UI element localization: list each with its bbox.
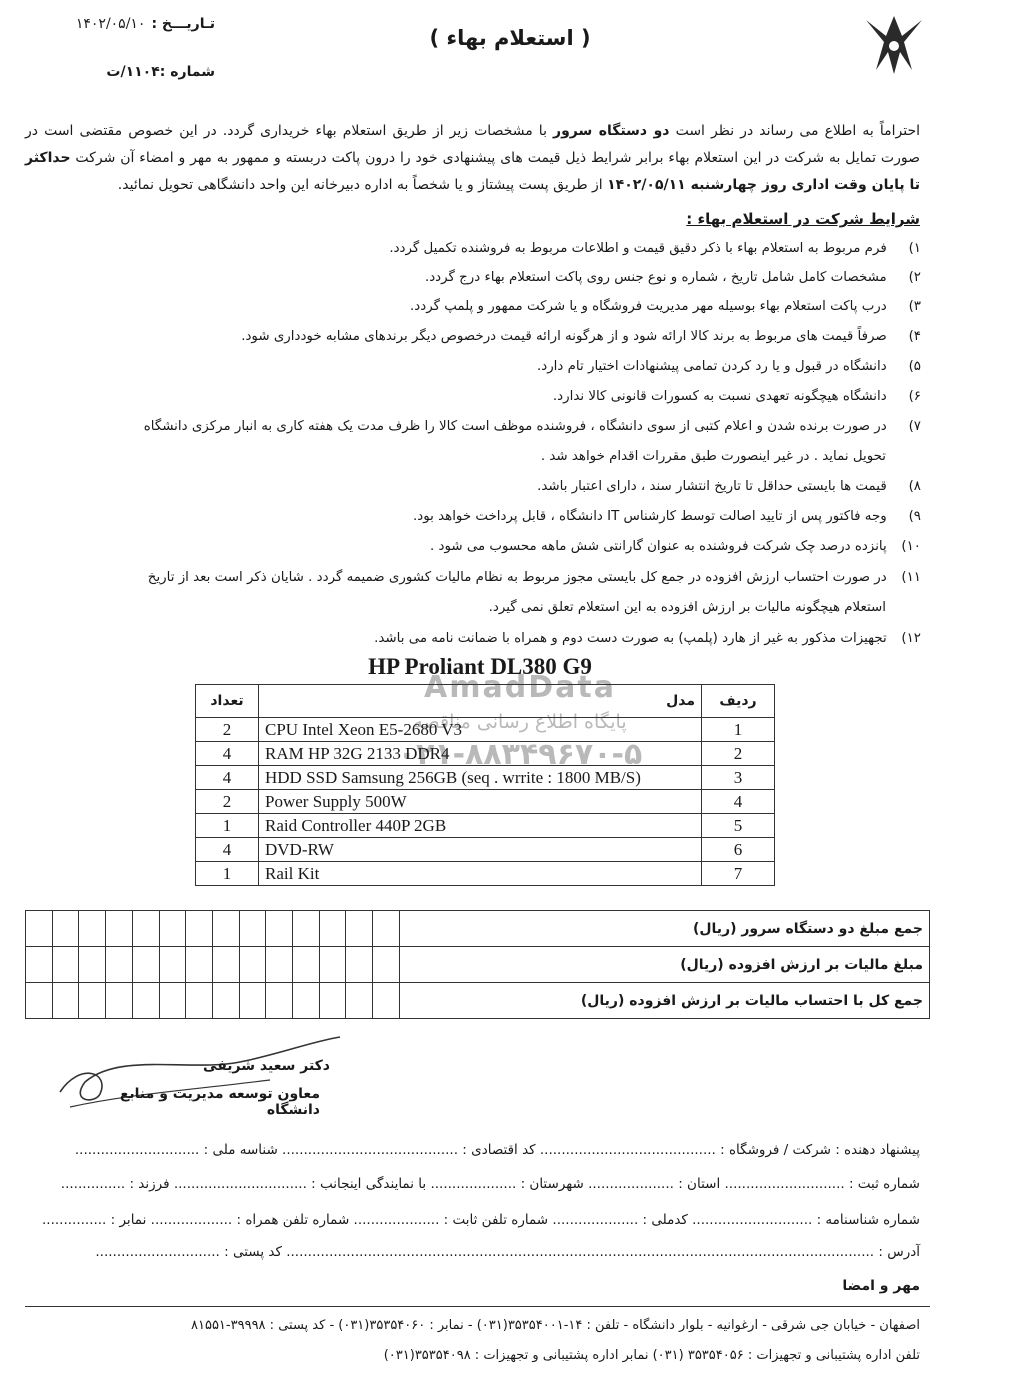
bidder-line-4: آدرس : ......................................................................................................................................... کد پستی : ............................. <box>95 1244 920 1260</box>
condition-item <box>71 384 921 410</box>
conditions-heading: شرایط شرکت در استعلام بهاء : <box>686 210 920 228</box>
signatory-title: معاون توسعه مدیریت و منابع دانشگاه <box>119 1086 320 1118</box>
table-row <box>196 766 775 790</box>
condition-text: در صورت احتساب ارزش افزوده در جمع کل بایستی مجوز مربوط به نظام مالیات کشوری ضمیمه گردد . شایان ذکر است بعد از تاریخ <box>147 570 887 585</box>
condition-item <box>71 414 921 440</box>
row-cell: 1 <box>702 718 775 742</box>
condition-text: درب پاکت استعلام بهاء بوسیله مهر مدیریت فروشگاه و یا شرکت ممهور و پلمپ گردد. <box>410 299 887 314</box>
condition-text: تجهیزات مذکور به غیر از هارد (پلمپ) به صورت دست دوم و همراه با ضمانت نامه می باشد. <box>374 631 887 646</box>
date-value: ۱۴۰۲/۰۵/۱۰ <box>75 16 146 32</box>
price-summary-table <box>25 910 930 1019</box>
condition-text: وجه فاکتور پس از تایید اصالت توسط کارشناس IT دانشگاه ، قابل پرداخت خواهد بود. <box>413 509 887 524</box>
row-cell: 5 <box>702 814 775 838</box>
table-row <box>196 838 775 862</box>
model-cell: DVD-RW <box>259 838 702 862</box>
condition-text: دانشگاه در قبول و یا رد کردن تمامی پیشنهادات اختیار تام دارد. <box>537 359 887 374</box>
intro-text-2: با مشخصات زیر از طریق استعلام بهاء خریداری گردد. در این خصوص مقتضی است در صورت تمایل به شرکت در این استعلام بهاء برابر شرایط ذیل قیمت های پیشنهادی خود را درون پاکت دربسته و ممهور به مهر و امضاء آن شرکت <box>25 123 920 166</box>
condition-number: ۷) <box>908 419 921 434</box>
model-cell: Raid Controller 440P 2GB <box>259 814 702 838</box>
intro-text-3: از طریق پست پیشتاز و یا شخصاً به اداره دبیرخانه این واحد دانشگاهی تحویل نمائید. <box>117 177 608 193</box>
condition-number: ۵) <box>908 359 921 374</box>
condition-text: قیمت ها بایستی حداقل تا تاریخ انتشار سند ، دارای اعتبار باشد. <box>537 479 887 494</box>
qty-cell: 4 <box>196 838 259 862</box>
condition-item <box>71 354 921 380</box>
equipment-table <box>195 684 775 886</box>
summary-row <box>26 947 930 983</box>
date-line <box>25 16 215 32</box>
model-cell: RAM HP 32G 2133 DDR4 <box>259 742 702 766</box>
condition-item <box>71 626 921 652</box>
condition-number: ۶) <box>908 389 921 404</box>
watermark-brand: AmadData <box>424 670 616 705</box>
university-logo-icon <box>858 12 930 78</box>
condition-text: صرفاً قیمت های مربوط به برند کالا ارائه شود و از هرگونه ارائه قیمت درخصوص دیگر برندهای مشابه خودداری شود. <box>241 329 887 344</box>
intro-bold-2: حداکثر تا پایان وقت اداری روز چهارشنبه ۱۴۰۲/۰۵/۱۱ <box>25 150 920 193</box>
condition-continuation: تحویل نماید . در غیر اینصورت طبق مقررات اقدام خواهد شد . <box>540 449 886 464</box>
row-cell: 3 <box>702 766 775 790</box>
summary-row <box>26 911 930 947</box>
row-cell: 7 <box>702 862 775 886</box>
footer-contacts: تلفن اداره پشتیبانی و تجهیزات : ۳۵۳۵۴۰۵۶ (۰۳۱) نمابر اداره پشتیبانی و تجهیزات : ۳۵۳۵۴۰۹۸(۰۳۱) <box>383 1348 920 1363</box>
condition-number: ۱۰) <box>901 539 921 554</box>
model-cell: Rail Kit <box>259 862 702 886</box>
watermark-phone: ۰۲۱-۸۸۳۴۹۶۷۰-۵ <box>397 737 643 772</box>
model-header: مدل <box>259 685 702 718</box>
bidder-line-3: شماره شناسنامه : ............................ کدملی : .................... شماره تلفن ثابت : .................... شماره تلفن همراه : ................... نمابر : ............... <box>41 1212 920 1228</box>
condition-item <box>71 534 921 560</box>
table-row <box>196 814 775 838</box>
stamp-signature-label: مهر و امضا <box>842 1278 920 1294</box>
table-row <box>196 862 775 886</box>
number-label: شماره : <box>159 64 215 80</box>
row-cell: 2 <box>702 742 775 766</box>
table-row <box>196 718 775 742</box>
model-cell: CPU Intel Xeon E5-2680 V3 <box>259 718 702 742</box>
condition-number: ۴) <box>908 329 921 344</box>
condition-number: ۳) <box>908 299 921 314</box>
condition-number: ۲) <box>908 270 921 285</box>
qty-cell: 1 <box>196 862 259 886</box>
condition-item <box>71 474 921 500</box>
condition-text: در صورت برنده شدن و اعلام کتبی از سوی دانشگاه ، فروشنده موظف است کالا را ظرف مدت یک هفته کاری به انبار مرکزی دانشگاه <box>143 419 887 434</box>
condition-number: ۹) <box>908 509 921 524</box>
number-line <box>25 64 215 80</box>
intro-bold-1: دو دستگاه سرور <box>553 123 670 139</box>
model-cell: HDD SSD Samsung 256GB (seq . wrrite : 1800 MB/S) <box>259 766 702 790</box>
condition-number: ۱) <box>908 241 921 256</box>
qty-header: تعداد <box>196 685 259 718</box>
equipment-title: HP Proliant DL380 G9 <box>368 654 592 679</box>
intro-text-1: احتراماً به اطلاع می رساند در نظر است <box>669 123 920 139</box>
qty-cell: 2 <box>196 790 259 814</box>
summary-label: مبلغ مالیات بر ارزش افزوده (ریال) <box>400 947 930 983</box>
condition-item <box>71 236 921 262</box>
summary-label: جمع مبلغ دو دستگاه سرور (ریال) <box>400 911 930 947</box>
document-title: ( استعلام بهاء ) <box>429 26 591 50</box>
condition-item <box>71 324 921 350</box>
condition-number: ۱۱) <box>901 570 921 585</box>
condition-text: فرم مربوط به استعلام بهاء با ذکر دقیق قیمت و اطلاعات مربوط به فروشنده تکمیل گردد. <box>389 241 887 256</box>
condition-item <box>71 565 921 591</box>
condition-item <box>71 265 921 291</box>
footer-address: اصفهان - خیابان جی شرقی - ارغوانیه - بلوار دانشگاه - تلفن : ۱۴-۳۵۳۵۴۰۰۱(۰۳۱) - نمابر : ۳۵۳۵۴۰۶۰(۰۳۱) - کد پستی : ۳۹۹۹۸-۸۱۵۵۱ <box>191 1318 920 1333</box>
row-cell: 4 <box>702 790 775 814</box>
qty-cell: 4 <box>196 766 259 790</box>
condition-continuation: استعلام هیچگونه مالیات بر ارزش افزوده به این استعلام تعلق نمی گیرد. <box>488 600 886 615</box>
qty-cell: 4 <box>196 742 259 766</box>
condition-number: ۱۲) <box>901 631 921 646</box>
condition-item <box>71 294 921 320</box>
condition-text: پانزده درصد چک شرکت فروشنده به عنوان گارانتی شش ماهه محسوب می شود . <box>429 539 887 554</box>
table-row <box>196 742 775 766</box>
footer-divider <box>25 1306 930 1307</box>
date-label: تـاریـــخ : <box>151 16 215 32</box>
row-cell: 6 <box>702 838 775 862</box>
model-cell: Power Supply 500W <box>259 790 702 814</box>
condition-text: مشخصات کامل شامل تاریخ ، شماره و نوع جنس روی پاکت استعلام بهاء درج گردد. <box>424 270 887 285</box>
row-header: ردیف <box>702 685 775 718</box>
watermark-subtitle: پایگاه اطلاع رسانی مناقصه <box>413 711 627 733</box>
bidder-line-1: پیشنهاد دهنده : شرکت / فروشگاه : ......................................... کد اقتصادی : ......................................... شناسه ملی : ............................. <box>74 1142 920 1158</box>
intro-paragraph <box>25 118 920 199</box>
summary-row <box>26 983 930 1019</box>
qty-cell: 2 <box>196 718 259 742</box>
table-row <box>196 790 775 814</box>
condition-number: ۸) <box>908 479 921 494</box>
bidder-line-2: شماره ثبت : ............................ استان : .................... شهرستان : .................... با نمایندگی اینجانب : ............................... فرزند : ............... <box>60 1176 920 1192</box>
table-header-row <box>196 685 775 718</box>
condition-item <box>71 504 921 530</box>
number-value: ۱۱۰۴/ت <box>106 64 160 80</box>
qty-cell: 1 <box>196 814 259 838</box>
condition-text: دانشگاه هیچگونه تعهدی نسبت به کسورات قانونی کالا ندارد. <box>552 389 887 404</box>
signatory-name: دکتر سعید شریفی <box>203 1058 330 1074</box>
summary-label: جمع کل با احتساب مالیات بر ارزش افزوده (ریال) <box>400 983 930 1019</box>
